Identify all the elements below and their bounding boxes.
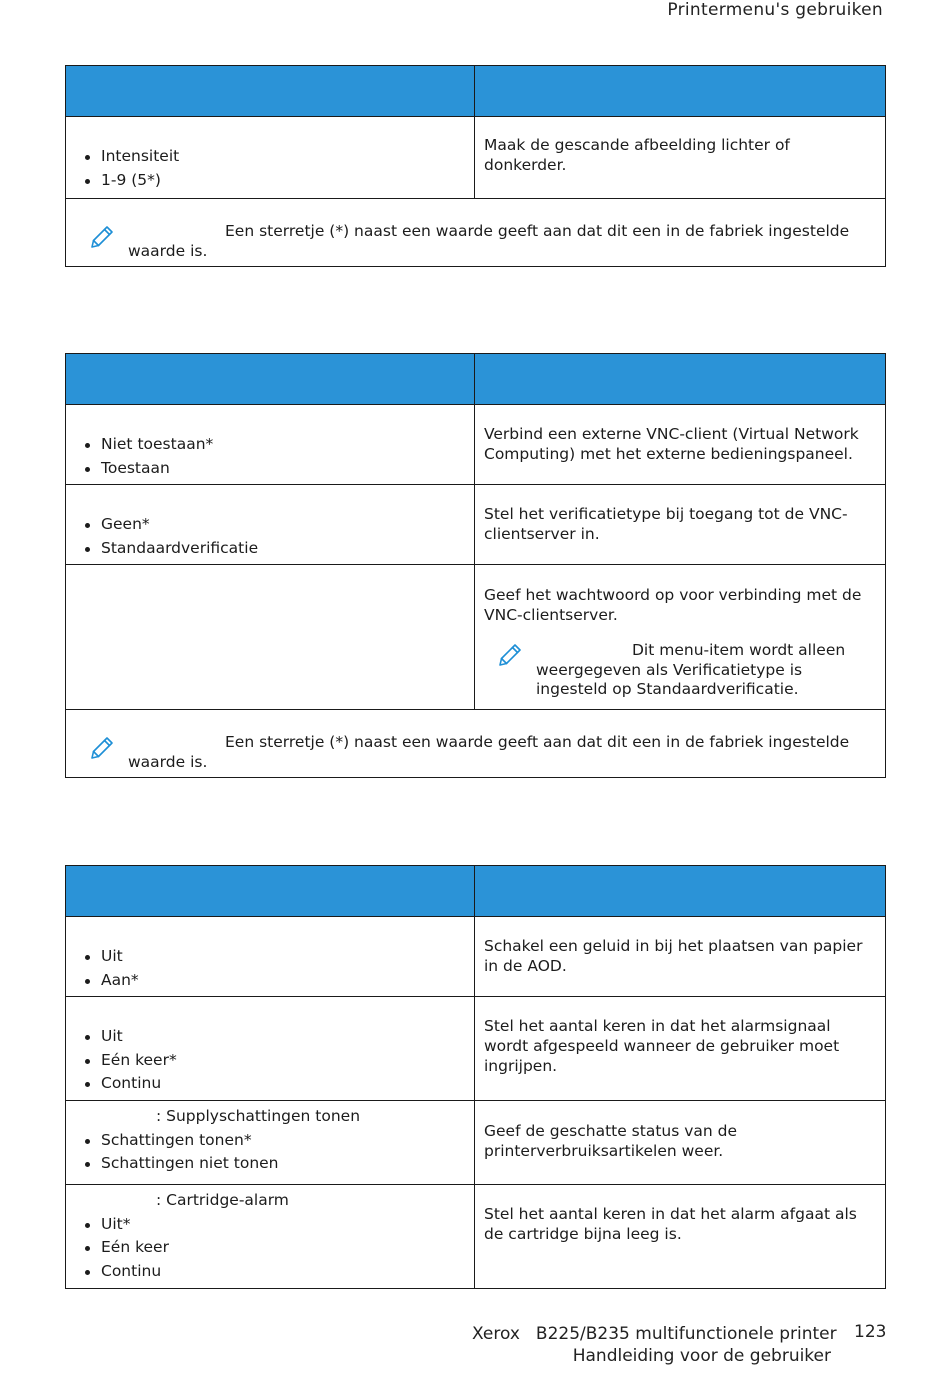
- footer-product-line: [472, 1324, 837, 1344]
- list-item: 1-9 (5*): [76, 169, 464, 193]
- table-row: [66, 565, 886, 710]
- option-list: [76, 513, 464, 560]
- description-cell: Schakel een geluid in bij het plaatsen van papier in de AOD.: [475, 917, 886, 997]
- list-item: Continu: [76, 1072, 464, 1096]
- options-cell: [66, 917, 475, 997]
- option-list: [76, 1129, 464, 1176]
- table-row: [66, 1185, 886, 1289]
- submenu-label: : Cartridge-alarm: [156, 1191, 289, 1209]
- description-text: Geef het wachtwoord op voor verbinding met de VNC-clientserver.: [484, 586, 862, 624]
- header-cell-menu-item: [66, 354, 475, 405]
- list-item: Uit: [76, 945, 464, 969]
- list-item: Standaardverificatie: [76, 537, 464, 561]
- inline-note: [484, 641, 875, 701]
- option-list: [76, 1213, 464, 1284]
- list-item: Uit*: [76, 1213, 464, 1237]
- menu-table-notifications: [65, 865, 886, 1289]
- list-item: Aan*: [76, 969, 464, 993]
- footer-product: B225/B235 multifunctionele printer: [535, 1324, 837, 1344]
- list-item: Niet toestaan*: [76, 433, 464, 457]
- description-cell: Stel het aantal keren in dat het alarm afgaat als de cartridge bijna leeg is.: [475, 1185, 886, 1289]
- list-item: Intensiteit: [76, 145, 464, 169]
- note-cell: [66, 710, 886, 778]
- list-item: Eén keer*: [76, 1049, 464, 1073]
- options-cell: [66, 485, 475, 565]
- table-header-row: [66, 866, 886, 917]
- header-cell-description: [475, 66, 886, 117]
- inline-note-text: Dit menu-item wordt alleen weergegeven als Verificatietype is ingesteld op Standaardverificatie.: [536, 641, 846, 698]
- table-row: [66, 117, 886, 199]
- pencil-icon: [88, 734, 116, 762]
- option-list: [76, 945, 464, 992]
- description-cell: Stel het verificatietype bij toegang tot de VNC-clientserver in.: [475, 485, 886, 565]
- description-cell: Stel het aantal keren in dat het alarmsignaal wordt afgespeeld wanneer de gebruiker moet ingrijpen.: [475, 997, 886, 1101]
- running-header: Printermenu's gebruiken: [667, 0, 883, 20]
- list-item: Schattingen niet tonen: [76, 1152, 464, 1176]
- header-cell-description: [475, 354, 886, 405]
- list-item: Geen*: [76, 513, 464, 537]
- pencil-icon: [88, 223, 116, 251]
- header-cell-menu-item: [66, 66, 475, 117]
- page-number: 123: [854, 1322, 887, 1342]
- option-list: [76, 145, 464, 192]
- option-list: [76, 433, 464, 480]
- table-row: [66, 485, 886, 565]
- list-item: Toestaan: [76, 457, 464, 481]
- list-item: Eén keer: [76, 1236, 464, 1260]
- footer-brand: Xerox: [472, 1324, 520, 1344]
- note-cell: [66, 199, 886, 267]
- note-text: Een sterretje (*) naast een waarde geeft aan dat dit een in de fabriek ingestelde waarde is.: [128, 222, 850, 260]
- list-item: Schattingen tonen*: [76, 1129, 464, 1153]
- options-cell: [66, 405, 475, 485]
- pencil-icon: [496, 641, 524, 669]
- description-cell: [475, 565, 886, 710]
- table-row: [66, 405, 886, 485]
- submenu-label: : Supplyschattingen tonen: [156, 1107, 361, 1125]
- table-header-row: [66, 354, 886, 405]
- menu-table-remote-panel: [65, 353, 886, 778]
- table-row: [66, 997, 886, 1101]
- list-item: Continu: [76, 1260, 464, 1284]
- options-cell: [66, 1101, 475, 1185]
- options-cell: [66, 565, 475, 710]
- options-cell: [66, 997, 475, 1101]
- table-header-row: [66, 66, 886, 117]
- note-row: [66, 199, 886, 267]
- table-row: [66, 917, 886, 997]
- option-list: [76, 1025, 464, 1096]
- footer-guide: Handleiding voor de gebruiker: [572, 1346, 831, 1366]
- header-cell-menu-item: [66, 866, 475, 917]
- list-item: Uit: [76, 1025, 464, 1049]
- note-text: Een sterretje (*) naast een waarde geeft aan dat dit een in de fabriek ingestelde waarde is.: [128, 733, 850, 771]
- options-cell: [66, 1185, 475, 1289]
- description-cell: Geef de geschatte status van de printerverbruiksartikelen weer.: [475, 1101, 886, 1185]
- menu-table-scan-intensity: [65, 65, 886, 267]
- description-cell: Maak de gescande afbeelding lichter of donkerder.: [475, 117, 886, 199]
- options-cell: [66, 117, 475, 199]
- note-row: [66, 710, 886, 778]
- table-row: [66, 1101, 886, 1185]
- description-cell: Verbind een externe VNC-client (Virtual Network Computing) met het externe bedieningspaneel.: [475, 405, 886, 485]
- header-cell-description: [475, 866, 886, 917]
